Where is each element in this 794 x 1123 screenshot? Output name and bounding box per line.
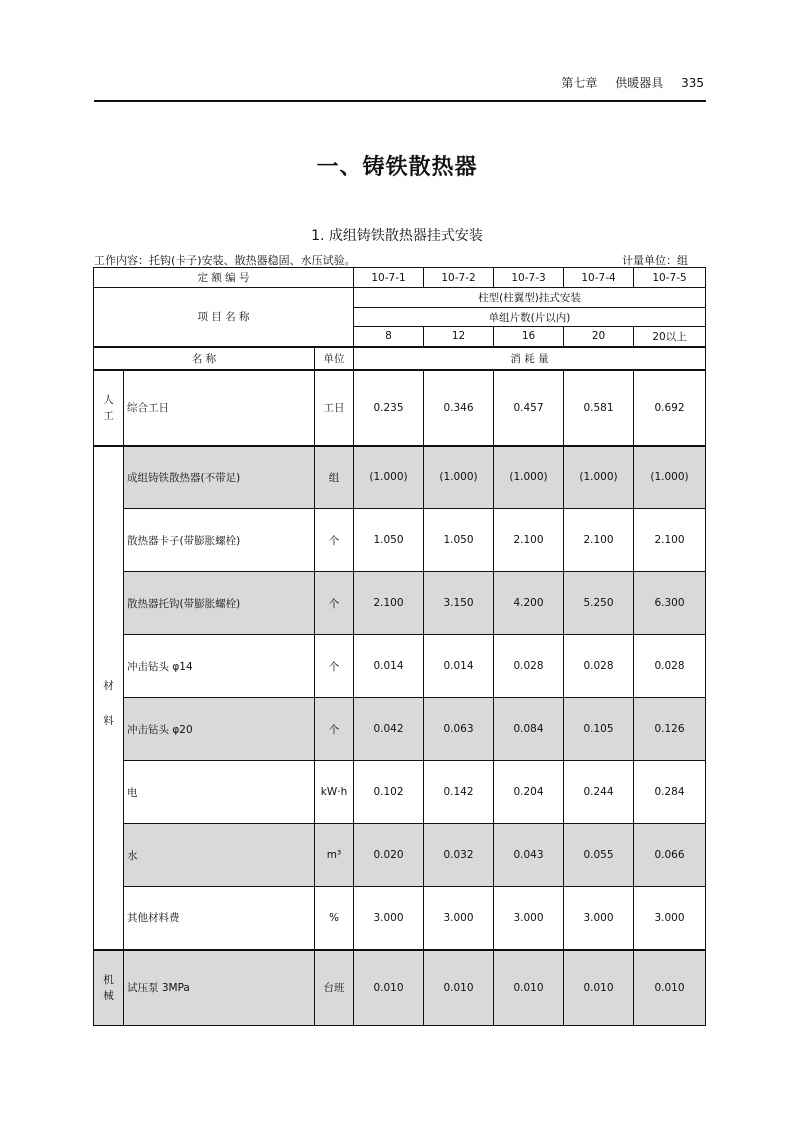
row-value: 0.204 bbox=[494, 761, 564, 824]
row-value: 0.142 bbox=[424, 761, 494, 824]
row-name: 综合工日 bbox=[124, 370, 315, 446]
row-value: 0.010 bbox=[354, 950, 424, 1026]
quota-table bbox=[93, 267, 706, 1026]
chapter-title: 供暖器具 bbox=[615, 76, 664, 90]
code-cell: 10-7-3 bbox=[494, 268, 564, 288]
row-value: 0.014 bbox=[354, 635, 424, 698]
row-value: 0.028 bbox=[634, 635, 706, 698]
row-unit: 组 bbox=[315, 446, 354, 509]
row-value: 2.100 bbox=[564, 509, 634, 572]
row-value: 0.581 bbox=[564, 370, 634, 446]
row-name: 散热器卡子(带膨胀螺栓) bbox=[124, 509, 315, 572]
row-name: 冲击钻头 φ20 bbox=[124, 698, 315, 761]
row-value: 4.200 bbox=[494, 572, 564, 635]
table-row bbox=[94, 887, 706, 950]
row-unit: 台班 bbox=[315, 950, 354, 1026]
sub-title: 1. 成组铸铁散热器挂式安装 bbox=[311, 228, 483, 244]
row-value: 3.000 bbox=[634, 887, 706, 950]
table-row bbox=[94, 824, 706, 887]
row-value: 2.100 bbox=[634, 509, 706, 572]
row-value: (1.000) bbox=[634, 446, 706, 509]
row-value: 0.235 bbox=[354, 370, 424, 446]
table-row bbox=[94, 572, 706, 635]
table-row bbox=[94, 509, 706, 572]
row-value: 0.063 bbox=[424, 698, 494, 761]
row-value: 0.084 bbox=[494, 698, 564, 761]
row-name: 冲击钻头 φ14 bbox=[124, 635, 315, 698]
row-value: 0.010 bbox=[494, 950, 564, 1026]
row-unit: m³ bbox=[315, 824, 354, 887]
row-value: 0.042 bbox=[354, 698, 424, 761]
row-unit: 个 bbox=[315, 698, 354, 761]
row-value: (1.000) bbox=[424, 446, 494, 509]
code-cell: 10-7-1 bbox=[354, 268, 424, 288]
row-unit: 个 bbox=[315, 572, 354, 635]
unit-label: 计量单位：组 bbox=[622, 254, 688, 267]
row-value: 0.028 bbox=[564, 635, 634, 698]
row-unit: % bbox=[315, 887, 354, 950]
row-value: 0.020 bbox=[354, 824, 424, 887]
row-name: 散热器托钩(带膨胀螺栓) bbox=[124, 572, 315, 635]
table-row bbox=[94, 761, 706, 824]
group-title-row bbox=[94, 288, 706, 308]
table-row bbox=[94, 698, 706, 761]
section-title: 一、铸铁散热器 bbox=[316, 155, 478, 180]
table-row bbox=[94, 950, 706, 1026]
quota-code-label: 定 额 编 号 bbox=[94, 268, 354, 288]
quota-code-row bbox=[94, 268, 706, 288]
size-cell: 16 bbox=[494, 327, 564, 347]
unit-column-label: 单位 bbox=[315, 347, 354, 370]
row-value: 2.100 bbox=[494, 509, 564, 572]
page-header bbox=[94, 74, 704, 96]
row-value: 0.010 bbox=[634, 950, 706, 1026]
row-unit: 个 bbox=[315, 635, 354, 698]
row-name: 成组铸铁散热器(不带足) bbox=[124, 446, 315, 509]
row-name: 其他材料费 bbox=[124, 887, 315, 950]
row-value: 1.050 bbox=[424, 509, 494, 572]
row-value: 3.150 bbox=[424, 572, 494, 635]
page-number: 335 bbox=[681, 76, 704, 90]
row-value: 0.010 bbox=[424, 950, 494, 1026]
row-value: 2.100 bbox=[354, 572, 424, 635]
row-value: 0.102 bbox=[354, 761, 424, 824]
consumption-label: 消 耗 量 bbox=[354, 347, 706, 370]
category-labor: 人 工 bbox=[94, 370, 124, 446]
row-unit: 个 bbox=[315, 509, 354, 572]
row-value: 0.043 bbox=[494, 824, 564, 887]
code-cell: 10-7-4 bbox=[564, 268, 634, 288]
row-value: 0.032 bbox=[424, 824, 494, 887]
row-unit: 工日 bbox=[315, 370, 354, 446]
table-row bbox=[94, 370, 706, 446]
size-cell: 12 bbox=[424, 327, 494, 347]
sub-title-cell: 单组片数(片以内) bbox=[354, 308, 706, 327]
row-value: 3.000 bbox=[494, 887, 564, 950]
category-machine: 机 械 bbox=[94, 950, 124, 1026]
row-value: 5.250 bbox=[564, 572, 634, 635]
row-value: 3.000 bbox=[354, 887, 424, 950]
category-material: 材 料 bbox=[94, 446, 124, 950]
row-value: 0.457 bbox=[494, 370, 564, 446]
row-name: 试压泵 3MPa bbox=[124, 950, 315, 1026]
table-row bbox=[94, 446, 706, 509]
row-value: 0.105 bbox=[564, 698, 634, 761]
row-value: 1.050 bbox=[354, 509, 424, 572]
row-value: 0.346 bbox=[424, 370, 494, 446]
row-value: (1.000) bbox=[354, 446, 424, 509]
code-cell: 10-7-5 bbox=[634, 268, 706, 288]
name-label: 名 称 bbox=[94, 347, 315, 370]
header-rule bbox=[94, 100, 706, 102]
chapter-label: 第七章 bbox=[561, 76, 598, 90]
group-title: 柱型(柱翼型)挂式安装 bbox=[354, 288, 706, 308]
row-value: (1.000) bbox=[494, 446, 564, 509]
row-value: (1.000) bbox=[564, 446, 634, 509]
row-value: 0.010 bbox=[564, 950, 634, 1026]
row-value: 0.055 bbox=[564, 824, 634, 887]
row-name: 水 bbox=[124, 824, 315, 887]
row-value: 3.000 bbox=[424, 887, 494, 950]
row-name: 电 bbox=[124, 761, 315, 824]
row-unit: kW·h bbox=[315, 761, 354, 824]
row-value: 0.244 bbox=[564, 761, 634, 824]
row-value: 0.066 bbox=[634, 824, 706, 887]
code-cell: 10-7-2 bbox=[424, 268, 494, 288]
row-value: 3.000 bbox=[564, 887, 634, 950]
size-cell: 20以上 bbox=[634, 327, 706, 347]
table-row bbox=[94, 635, 706, 698]
row-value: 0.284 bbox=[634, 761, 706, 824]
row-value: 0.126 bbox=[634, 698, 706, 761]
work-content: 工作内容：托钩(卡子)安装、散热器稳固、水压试验。 bbox=[94, 254, 356, 267]
row-value: 6.300 bbox=[634, 572, 706, 635]
work-content-line bbox=[94, 252, 706, 268]
size-cell: 8 bbox=[354, 327, 424, 347]
row-value: 0.014 bbox=[424, 635, 494, 698]
column-header-row bbox=[94, 347, 706, 370]
item-name-label: 项 目 名 称 bbox=[94, 288, 354, 347]
row-value: 0.692 bbox=[634, 370, 706, 446]
row-value: 0.028 bbox=[494, 635, 564, 698]
size-cell: 20 bbox=[564, 327, 634, 347]
